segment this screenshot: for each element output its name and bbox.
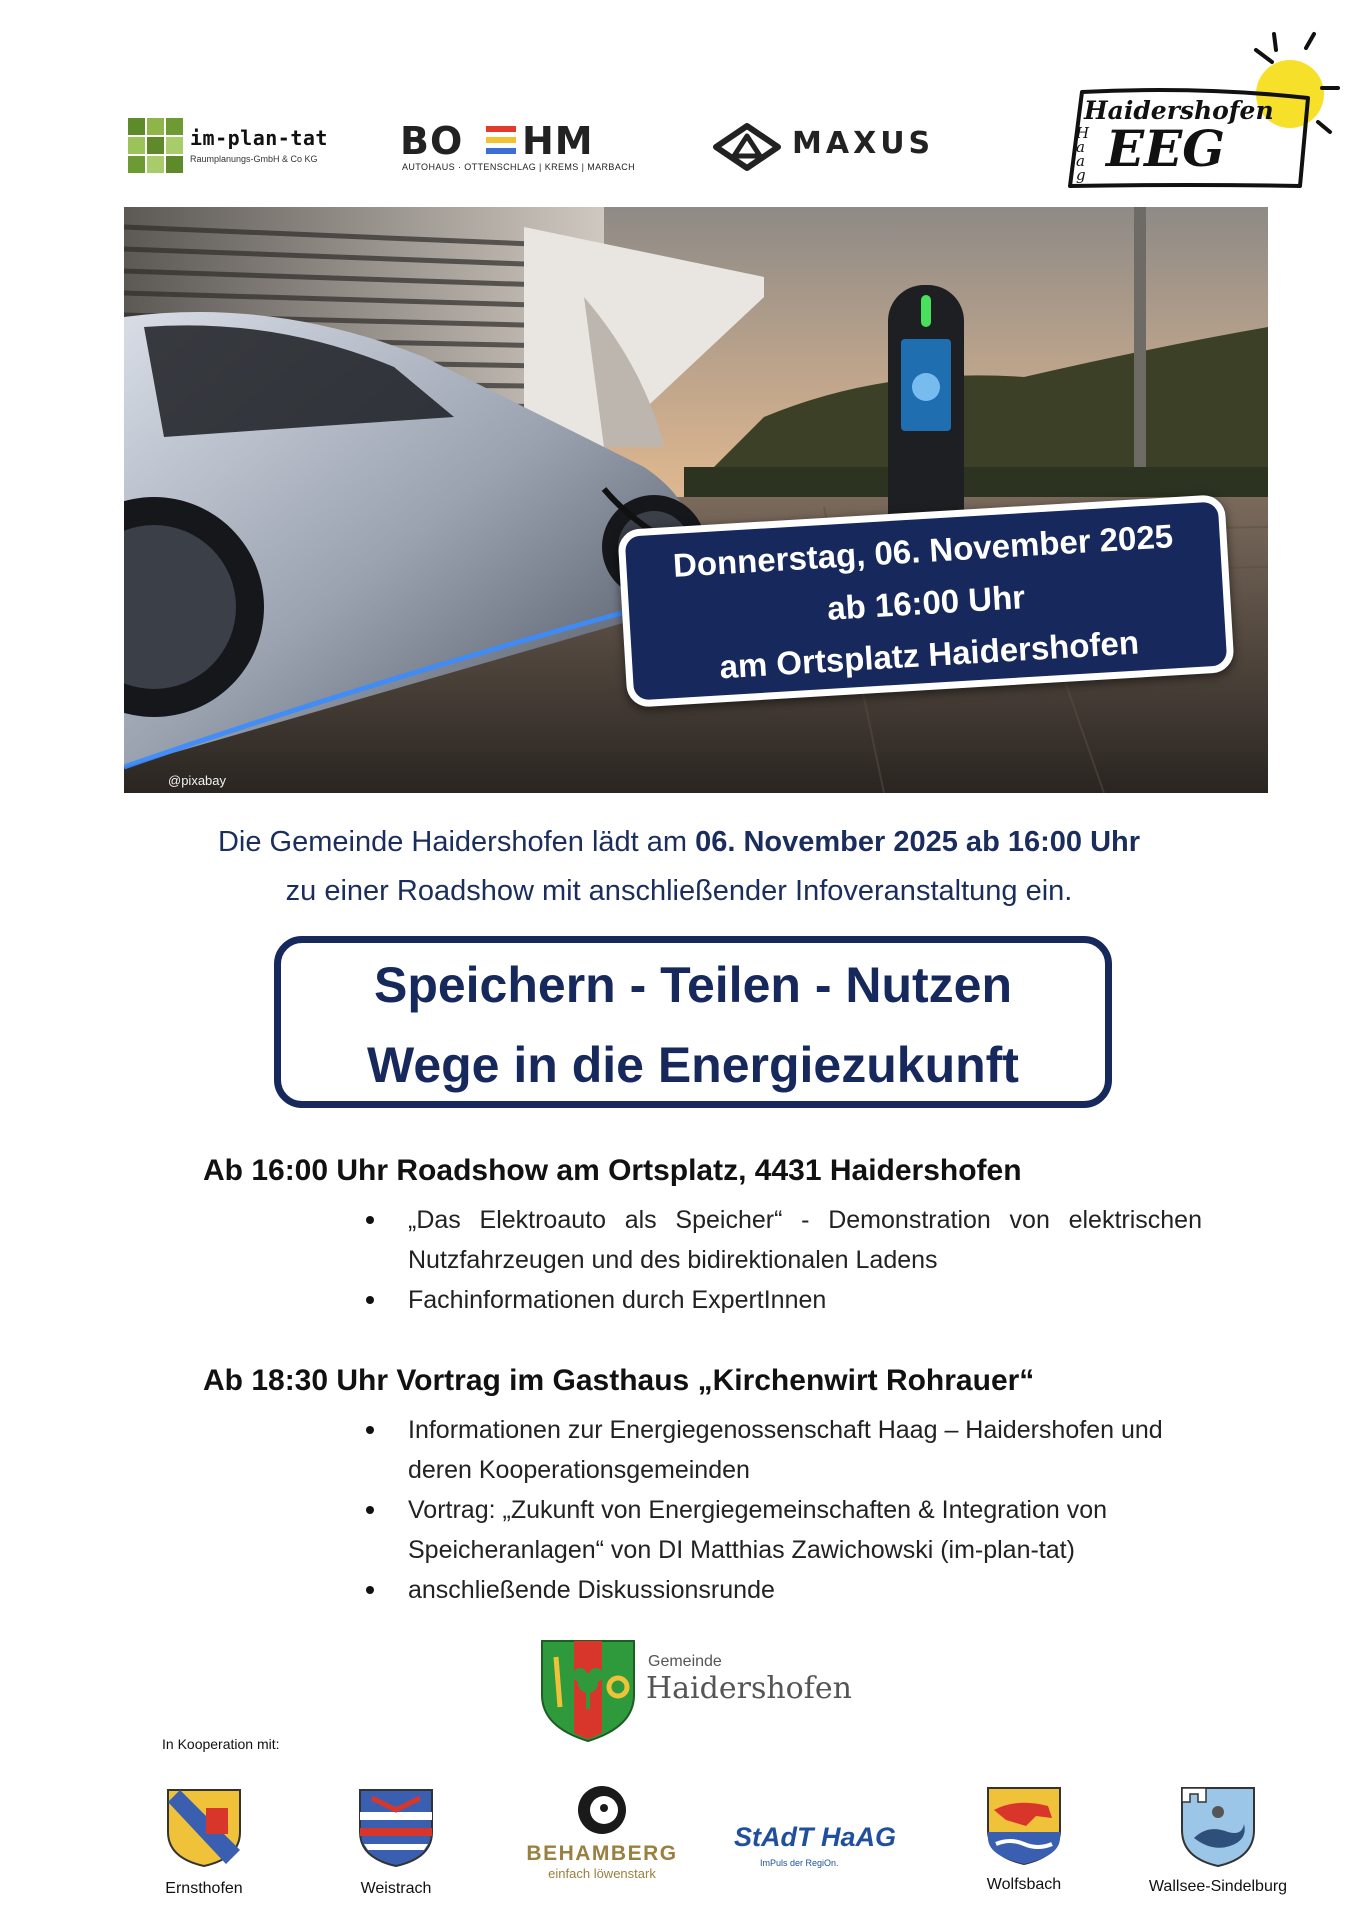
list-item: Vortrag: „Zukunft von Energiegemeinschaften & Integration von Speicheranlagen“ von DI Matthias Zawichowski (im-plan-tat) <box>360 1490 1202 1570</box>
event-date-line: Donnerstag, 06. November 2025 <box>671 517 1175 584</box>
gemeinde-name: Haidershofen <box>646 1671 852 1706</box>
ernsthofen-coat-of-arms-icon <box>166 1788 242 1868</box>
gemeinde-label: Gemeinde <box>648 1653 722 1670</box>
maxus-logo <box>712 122 982 172</box>
intro-line-1 <box>0 818 1358 867</box>
gemeinde-haidershofen-logo <box>538 1637 868 1743</box>
partner-name: Weistrach <box>360 1880 432 1897</box>
intro-date-bold: 06. November 2025 ab 16:00 Uhr <box>695 826 1141 858</box>
boehm-logo <box>400 120 650 180</box>
eeg-haag-haidershofen-logo <box>1050 28 1342 198</box>
maxus-wordmark: MAXUS <box>792 126 935 161</box>
im-plan-tat-grid-icon <box>128 118 184 174</box>
partner-stadt-haag <box>730 1822 900 1882</box>
partner-name: Wolfsbach <box>986 1876 1062 1893</box>
partner-ernsthofen <box>166 1788 242 1898</box>
behamberg-wordmark: BEHAMBERG <box>526 1842 678 1865</box>
maxus-emblem-icon <box>712 122 782 172</box>
eeg-haag-vertical: Haag <box>1076 124 1090 184</box>
partner-name: Ernsthofen <box>165 1880 243 1897</box>
list-item: Fachinformationen durch ExpertInnen <box>360 1280 1202 1320</box>
event-location-line: am Ortsplatz Haidershofen <box>718 623 1140 686</box>
event-time-line: ab 16:00 Uhr <box>826 578 1027 627</box>
boehm-subtitle: AUTOHAUS · OTTENSCHLAG | KREMS | MARBACH <box>402 162 636 172</box>
partner-wallsee-sindelburg <box>1148 1784 1288 1896</box>
partner-wolfsbach <box>986 1786 1062 1896</box>
list-item: anschließende Diskussionsrunde <box>360 1570 1202 1610</box>
list-item: „Das Elektroauto als Speicher“ - Demonstration von elektrischen Nutzfahrzeugen und des bidirektionalen Ladens <box>360 1200 1202 1280</box>
event-title-box <box>274 936 1112 1108</box>
wolfsbach-coat-of-arms-icon <box>986 1786 1062 1866</box>
im-plan-tat-name: im-plan-tat <box>190 126 328 150</box>
partner-name: Wallsee-Sindelburg <box>1148 1878 1288 1895</box>
cooperation-label: In Kooperation mit: <box>162 1736 280 1752</box>
stadt-haag-wordmark: StAdT HaAG <box>734 1822 896 1852</box>
stadt-haag-tagline: ImPuls der RegiOn. <box>760 1858 839 1868</box>
im-plan-tat-subtitle: Raumplanungs-GmbH & Co KG <box>190 154 318 164</box>
list-item: Informationen zur Energiegenossenschaft Haag – Haidershofen und deren Kooperationsgemeinden <box>360 1410 1202 1490</box>
event-title-line-1: Speichern - Teilen - Nutzen <box>373 957 1013 1013</box>
intro-text <box>0 818 1358 916</box>
boehm-wordmark <box>400 120 640 160</box>
svg-text:HM: HM <box>522 120 594 160</box>
behamberg-lion-icon <box>574 1780 630 1836</box>
electric-car-charging-illustration <box>124 207 1268 793</box>
intro-line-2: zu einer Roadshow mit anschließender Infoveranstaltung ein. <box>285 875 1073 907</box>
eeg-town-name: Haidershofen <box>1084 96 1274 125</box>
image-credit: @pixabay <box>168 773 227 788</box>
partner-weistrach <box>358 1788 434 1898</box>
event-title-line-2: Wege in die Energiezukunft <box>367 1037 1019 1093</box>
svg-text:BO: BO <box>400 120 464 160</box>
event-date-card <box>617 494 1234 708</box>
roadshow-heading: Ab 16:00 Uhr Roadshow am Ortsplatz, 4431 Haidershofen <box>203 1154 1022 1187</box>
lecture-bullet-list <box>360 1410 1202 1610</box>
behamberg-tagline: einfach löwenstark <box>548 1866 656 1881</box>
im-plan-tat-logo <box>128 116 388 176</box>
intro-prefix: Die Gemeinde Haidershofen lädt am <box>217 826 696 858</box>
roadshow-bullet-list <box>360 1200 1202 1320</box>
eeg-wordmark: EEG <box>1106 119 1225 178</box>
haidershofen-coat-of-arms-icon <box>538 1637 638 1743</box>
wallsee-sindelburg-coat-of-arms-icon <box>1178 1784 1258 1868</box>
partner-behamberg <box>512 1780 692 1890</box>
hero-image <box>124 207 1268 793</box>
weistrach-coat-of-arms-icon <box>358 1788 434 1868</box>
lecture-heading: Ab 18:30 Uhr Vortrag im Gasthaus „Kirchenwirt Rohrauer“ <box>203 1364 1035 1397</box>
